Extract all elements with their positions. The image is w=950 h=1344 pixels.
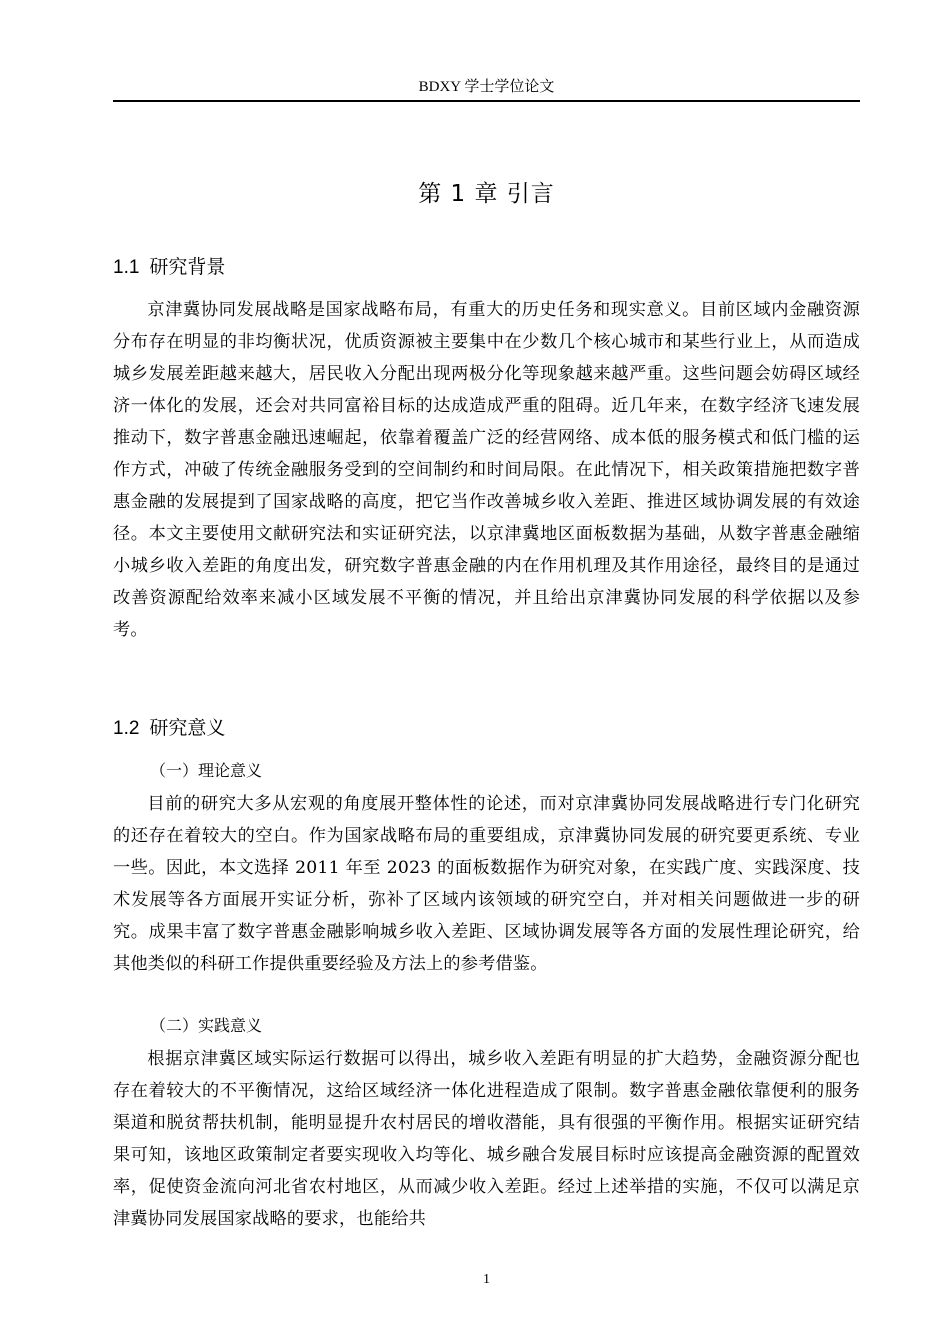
section-heading-1-1 — [113, 252, 225, 283]
section-number: 1.1 — [113, 257, 140, 278]
running-header: BDXY 学士学位论文 — [418, 79, 555, 95]
page-number: 1 — [483, 1272, 490, 1287]
theory-paragraph: 目前的研究大多从宏观的角度展开整体性的论述，而对京津冀协同发展战略进行专门化研究的还存在着较大的空白。作为国家战略布局的重要组成，京津冀协同发展的研究要更系统、专业一些。因此，本文选择 2011 年至 2023 的面板数据作为研究对象，在实践广度、实践深度、技术发展等各方面展开实证分析，弥补了区域内该领域的研究空白，并对相关问题做进一步的研究。成果丰富了数字普惠金融影响城乡收入差距、区域协调发展等各方面的发展性理论研究，给其他类似的科研工作提供重要经验及方法上的参考借鉴。 — [113, 794, 860, 974]
section-number: 1.2 — [113, 718, 140, 739]
chapter-title: 第 1 章 引言 — [418, 181, 555, 207]
background-paragraph: 京津冀协同发展战略是国家战略布局，有重大的历史任务和现实意义。目前区域内金融资源分布存在明显的非均衡状况，优质资源被主要集中在少数几个核心城市和某些行业上，从而造成城乡发展差距越来越大，居民收入分配出现两极分化等现象越来越严重。这些问题会妨碍区域经济一体化的发展，还会对共同富裕目标的达成造成严重的阻碍。近几年来，在数字经济飞速发展推动下，数字普惠金融迅速崛起，依靠着覆盖广泛的经营网络、成本低的服务模式和低门槛的运作方式，冲破了传统金融服务受到的空间制约和时间局限。在此情况下，相关政策措施把数字普惠金融的发展提到了国家战略的高度，把它当作改善城乡收入差距、推进区域协调发展的有效途径。本文主要使用文献研究法和实证研究法，以京津冀地区面板数据为基础，从数字普惠金融缩小城乡收入差距的角度出发，研究数字普惠金融的内在作用机理及其作用途径，最终目的是通过改善资源配给效率来减小区域发展不平衡的情况，并且给出京津冀协同发展的科学依据以及参考。 — [113, 300, 860, 640]
section-heading-1-2 — [113, 713, 225, 744]
practice-subheading: （二）实践意义 — [150, 1016, 263, 1035]
practice-paragraph: 根据京津冀区域实际运行数据可以得出，城乡收入差距有明显的扩大趋势，金融资源分配也存在着较大的不平衡情况，这给区域经济一体化进程造成了限制。数字普惠金融依靠便利的服务渠道和脱贫帮扶机制，能明显提升农村居民的增收潜能，具有很强的平衡作用。根据实证研究结果可知，该地区政策制定者要实现收入均等化、城乡融合发展目标时应该提高金融资源的配置效率，促使资金流向河北省农村地区，从而减少收入差距。经过上述举措的实施，不仅可以满足京津冀协同发展国家战略的要求，也能给共 — [113, 1049, 860, 1229]
section-title: 研究背景 — [149, 256, 226, 278]
theory-subheading: （一）理论意义 — [150, 761, 263, 780]
header-rule — [113, 100, 860, 102]
section-title: 研究意义 — [149, 717, 226, 739]
